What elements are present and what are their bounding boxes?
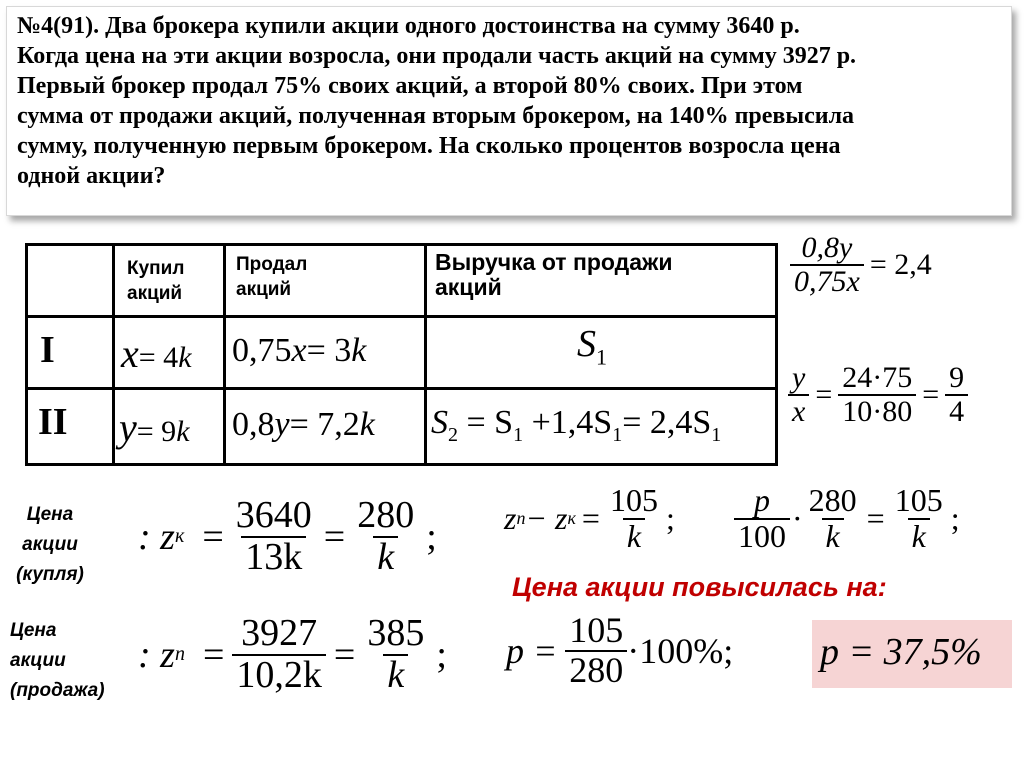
math-sub: 1 bbox=[711, 423, 722, 446]
fraction-denominator: 13k bbox=[241, 536, 306, 578]
math-sub: п bbox=[516, 508, 526, 529]
problem-text bbox=[17, 11, 1003, 191]
row-label: I bbox=[40, 329, 55, 371]
label-price-buy bbox=[8, 500, 92, 590]
math-text: = S bbox=[458, 404, 514, 441]
fraction-numerator: 24·75 bbox=[842, 361, 913, 394]
fraction-numerator: 105 bbox=[894, 482, 943, 518]
math-var: k bbox=[351, 332, 367, 369]
equation-percent-derivation bbox=[734, 484, 960, 553]
math-text: = 9 bbox=[136, 415, 177, 448]
label-line: (продажа) bbox=[10, 680, 105, 701]
math-text: 0,8 bbox=[232, 406, 275, 443]
fraction-denominator: k bbox=[908, 518, 930, 554]
math-sub: 2 bbox=[448, 423, 458, 446]
fraction-denominator: 10·80 bbox=[838, 394, 916, 428]
math-text: ; bbox=[426, 515, 437, 558]
label-price-sell bbox=[6, 616, 140, 706]
table-header-revenue bbox=[426, 245, 777, 317]
table-row bbox=[27, 317, 777, 389]
math-var: : z bbox=[138, 515, 175, 558]
fraction-denominator: 4 bbox=[945, 394, 968, 428]
table-header-bought bbox=[114, 245, 225, 317]
equation-percent bbox=[506, 612, 733, 690]
revenue-cell bbox=[426, 389, 777, 465]
conclusion-heading: Цена акции повысилась на: bbox=[512, 572, 887, 602]
header-text: акций bbox=[435, 274, 502, 300]
math-text: = 2,4 bbox=[869, 247, 932, 281]
math-text: = bbox=[581, 500, 600, 537]
equation-xy bbox=[788, 362, 968, 427]
bought-cell bbox=[114, 317, 225, 389]
fraction-numerator: 385 bbox=[367, 612, 425, 654]
math-var: z bbox=[504, 500, 517, 537]
label-line: Цена bbox=[10, 620, 57, 641]
revenue-cell bbox=[426, 317, 777, 389]
table-header-row bbox=[27, 245, 777, 317]
math-var: y bbox=[274, 406, 290, 443]
math-text: ; bbox=[950, 500, 960, 537]
sold-cell bbox=[225, 389, 426, 465]
math-var: k bbox=[359, 406, 375, 443]
math-sub: к bbox=[567, 508, 576, 529]
label-line: акции bbox=[10, 650, 66, 671]
fraction-denominator: x bbox=[788, 394, 809, 428]
problem-line: сумма от продажи акций, полученная вторым брокером, на 140% превысила bbox=[17, 103, 855, 129]
math-sub: 1 bbox=[513, 423, 524, 446]
fraction-numerator: 9 bbox=[949, 361, 965, 394]
table-header-sold bbox=[225, 245, 426, 317]
equation-price-sell bbox=[138, 614, 447, 696]
label-line: Цена bbox=[26, 504, 74, 525]
problem-line: №4(91). Два брокера купили акции одного достоинства на сумму 3640 р. bbox=[17, 13, 800, 39]
math-var: k bbox=[178, 341, 192, 374]
sold-cell bbox=[225, 317, 426, 389]
math-text: = bbox=[815, 377, 833, 411]
header-text: Продал bbox=[236, 254, 308, 275]
fraction-numerator: 105 bbox=[569, 610, 624, 650]
header-text: Купил bbox=[127, 258, 185, 279]
fraction-denominator: k bbox=[373, 536, 398, 578]
math-text: = 7,2 bbox=[289, 406, 360, 443]
label-line: (купля) bbox=[16, 564, 84, 585]
fraction-numerator: y bbox=[792, 361, 806, 394]
math-text: ; bbox=[665, 500, 675, 537]
math-var: S bbox=[431, 404, 448, 441]
math-sub: 1 bbox=[612, 423, 623, 446]
answer-text: p = 37,5% bbox=[820, 631, 982, 673]
fraction-denominator: 100 bbox=[734, 518, 790, 554]
fraction-denominator: k bbox=[822, 518, 844, 554]
math-text: = bbox=[323, 515, 346, 558]
fraction-denominator: k bbox=[623, 518, 645, 554]
fraction-denominator: 0,75x bbox=[790, 264, 864, 298]
table-corner-cell bbox=[27, 245, 114, 317]
math-text: = bbox=[333, 633, 356, 676]
math-text: p = bbox=[506, 630, 558, 671]
math-text: = 4 bbox=[138, 341, 179, 374]
equation-price-diff bbox=[504, 484, 675, 553]
math-sub: 1 bbox=[596, 344, 607, 370]
math-text: · bbox=[792, 500, 803, 537]
header-text: Выручка от продажи bbox=[435, 249, 673, 275]
math-text: = bbox=[922, 377, 940, 411]
math-text: 0,75 bbox=[232, 332, 292, 369]
table-row bbox=[27, 389, 777, 465]
fraction-numerator: 3640 bbox=[235, 494, 312, 536]
fraction-numerator: 0,8y bbox=[801, 231, 853, 264]
problem-line: Первый брокер продал 75% своих акций, а второй 80% своих. При этом bbox=[17, 73, 803, 99]
row-label-cell bbox=[27, 317, 114, 389]
answer-box bbox=[812, 620, 1012, 688]
math-text: = bbox=[202, 633, 225, 676]
math-sub: п bbox=[174, 643, 185, 666]
fraction-numerator: 280 bbox=[357, 494, 415, 536]
problem-line: одной акции? bbox=[17, 163, 166, 189]
math-text: +1,4S bbox=[523, 404, 613, 441]
equation-price-buy bbox=[138, 496, 437, 578]
problem-line: Когда цена на эти акции возросла, они продали часть акций на сумму 3927 р. bbox=[17, 43, 857, 69]
math-var: x bbox=[121, 331, 139, 376]
fraction-denominator: 10,2k bbox=[232, 654, 326, 696]
math-var: k bbox=[176, 415, 190, 448]
equation-ratio bbox=[790, 232, 932, 297]
math-text: = bbox=[866, 500, 885, 537]
math-var: S bbox=[577, 323, 596, 365]
problem-card bbox=[6, 6, 1012, 216]
math-text: − z bbox=[525, 500, 568, 537]
row-label-cell bbox=[27, 389, 114, 465]
fraction-denominator: 280 bbox=[565, 650, 627, 690]
fraction-numerator: 280 bbox=[808, 482, 857, 518]
math-sub: к bbox=[174, 525, 185, 548]
math-text: ; bbox=[436, 633, 447, 676]
math-text: = bbox=[202, 515, 224, 558]
header-text: акций bbox=[236, 279, 292, 300]
bought-cell bbox=[114, 389, 225, 465]
fraction-numerator: 3927 bbox=[241, 612, 318, 654]
row-label: II bbox=[38, 401, 68, 443]
math-var: : z bbox=[138, 633, 175, 676]
problem-line: сумму, полученную первым брокером. На сколько процентов возросла цена bbox=[17, 133, 841, 159]
math-text: ·100%; bbox=[627, 630, 734, 671]
math-var: y bbox=[119, 405, 137, 450]
fraction-denominator: k bbox=[383, 654, 408, 696]
math-text: = 2,4S bbox=[622, 404, 712, 441]
header-text: акций bbox=[127, 283, 183, 304]
math-text: = 3 bbox=[306, 332, 352, 369]
math-var: x bbox=[291, 332, 307, 369]
label-line: акции bbox=[22, 534, 78, 555]
fraction-numerator: p bbox=[754, 482, 770, 518]
solution-table bbox=[25, 243, 778, 466]
fraction-numerator: 105 bbox=[609, 482, 658, 518]
